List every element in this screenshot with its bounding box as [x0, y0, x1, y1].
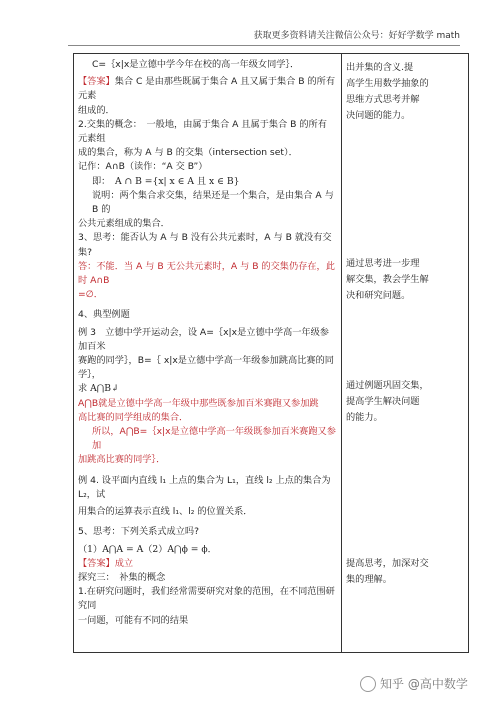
watermark-text: 知乎 @高中数学 [380, 677, 468, 691]
think-answer: 答：不能．当 A 与 B 无公共元素时，A 与 B 的交集仍存在，此时 A∩B [78, 260, 335, 287]
think-question: 3、思考：能否认为 A 与 B 没有公共元素时，A 与 B 就没有交集? [78, 232, 332, 258]
explanation-line: 说明：两个集合求交集，结果还是一个集合，是由集合 A 与 B 的 [92, 189, 334, 216]
side-note-3-line: 通过例题巩固交集， [346, 380, 429, 391]
explore3-line: 1.在研究问题时，我们经常需要研究对象的范围，在不同范围研究同 [78, 586, 335, 612]
explore3-line-2: 一问题，可能有不同的结果 [78, 614, 189, 626]
answer-label: 【答案】 [78, 76, 115, 88]
side-note-4 [346, 556, 466, 588]
think5-question: 5、思考：下列关系式成立吗? [78, 526, 199, 538]
example3-solution: A⋂B就是立德中学高一年级中那些既参加百米赛跑又参加跳 [78, 397, 319, 409]
think-answer-2: =∅． [78, 289, 103, 301]
side-note-2-line: 决和研究问题。 [346, 290, 411, 301]
side-note-4-line: 提高思考，加深对交 [346, 558, 429, 569]
main-column [78, 58, 336, 628]
side-note-2 [346, 256, 466, 304]
example3-conclusion-2: 加跳高比赛的同学｝． [78, 454, 166, 466]
explanation-line-2: 公共元素组成的集合． [78, 218, 170, 230]
side-note-3 [346, 378, 466, 426]
side-note-1-line: 出并集的含义.提 [346, 62, 414, 73]
examples-heading: 4、典型例题 [78, 309, 130, 321]
side-note-3-line: 的能力。 [346, 412, 383, 423]
zhihu-logo-icon [360, 676, 376, 692]
answer-line [78, 75, 336, 103]
side-note-2-line: 通过思考进一步理 [346, 258, 420, 269]
example3-question: 求 A⋂B↲ [78, 383, 119, 395]
answer-label-2: 【答案】 [78, 557, 115, 569]
think5-answer [78, 557, 336, 571]
formula-line: 即： A ∩ B ={x| x ∈ A 且 x ∈ B} [92, 175, 240, 187]
header-rule [68, 45, 460, 46]
example3-line: 例 3 立德中学开运动会，设 A=｛x|x是立德中学高一年级参加百米 [78, 326, 329, 352]
notation-line: 记作：A∩B（读作：“A 交 B”） [78, 161, 208, 173]
answer-text: 集合 C 是由那些既属于集合 A 且又属于集合 B 的所有元素 [78, 76, 336, 102]
answer-text-2: 成立 [114, 557, 134, 569]
table-column-divider [341, 53, 342, 653]
example4-line: 例 4. 设平面内直线 l₁ 上点的集合为 L₁，直线 l₂ 上点的集合为 L₂，试 [78, 474, 331, 500]
side-note-2-line: 解交集，教会学生解 [346, 274, 429, 285]
intersection-definition: 2.交集的概念： 一般地，由属于集合 A 且属于集合 B 的所有元素组 [78, 118, 327, 145]
side-note-1-line: 思维方式思考并解 [346, 94, 420, 105]
side-note-3-line: 提高学生解决问题 [346, 396, 420, 407]
example3-conclusion: 所以，A⋂B=｛x|x是立德中学高一年级既参加百米赛跑又参加 [92, 426, 336, 452]
intersection-definition-2: 成的集合，称为 A 与 B 的交集（intersection set）． [78, 147, 298, 159]
side-note-1 [346, 60, 466, 124]
example3-solution-2: 高比赛的同学组成的集合． [78, 411, 189, 423]
example3-line-2: 赛跑的同学｝，B=｛ x|x是立德中学高一年级参加跳高比赛的同学｝， [78, 355, 334, 381]
watermark [360, 675, 468, 692]
explore3-heading: 探究三： 补集的概念 [78, 571, 166, 583]
header-text: 获取更多资料请关注微信公众号：好好学数学 math [253, 31, 460, 41]
side-note-4-line: 集的理解。 [346, 574, 392, 585]
think5-relations: （1）A⋂A = A（2）A⋂ϕ = ϕ． [78, 543, 217, 555]
answer-line-2: 组成的． [78, 104, 115, 116]
side-note-1-line: 决问题的能力。 [346, 110, 411, 121]
line-set-c: C=｛x|x是立德中学今年在校的高一年级女同学｝． [92, 59, 300, 70]
example4-line-2: 用集合的运算表示直线 l₁、l₂ 的位置关系． [78, 506, 253, 518]
side-note-1-line: 高学生用数学抽象的 [346, 78, 429, 89]
